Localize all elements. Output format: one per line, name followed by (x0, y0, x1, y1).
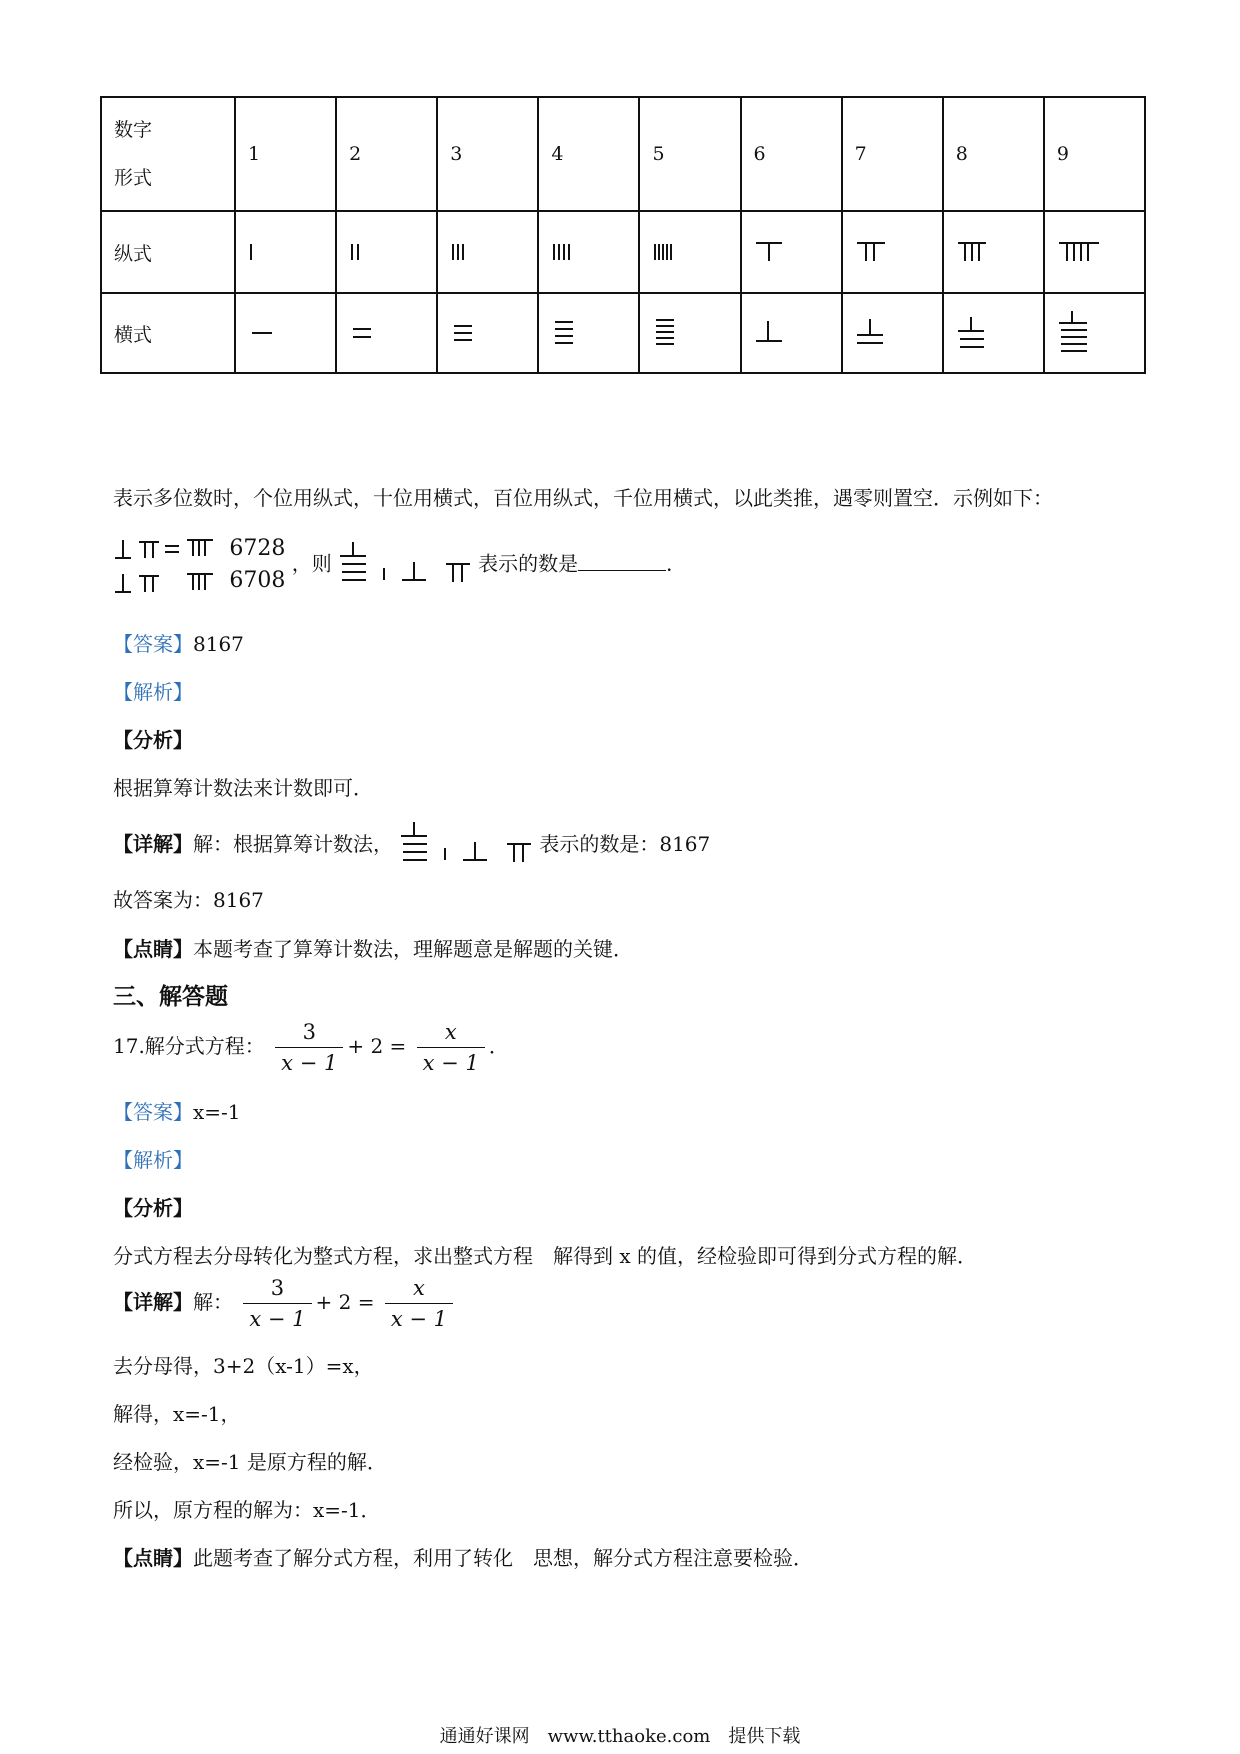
table-row-horizontal (101, 293, 1145, 373)
digit-cell: 8 (943, 97, 1044, 211)
fraction-denominator: x − 1 (390, 1307, 447, 1331)
page-footer: 通通好课网 www.tthaoke.com 提供下载 (439, 1726, 801, 1747)
q16-fenxi-text: 根据算筹计数法来计数即可． (113, 776, 373, 800)
vertical-rod-7-icon (842, 211, 943, 293)
example-rod-pair (113, 532, 221, 598)
q17-step3: 经检验，x=-1 是原方程的解． (113, 1450, 387, 1474)
question-suffix: 表示的数是 (478, 551, 579, 576)
example-then: 则 (311, 551, 332, 576)
example-line (113, 532, 686, 602)
q17-detail-line (113, 1276, 457, 1346)
answer-value: x=-1 (193, 1100, 241, 1124)
q16-answer-line (113, 628, 244, 657)
answer-tag: 【答案】 (113, 1100, 193, 1124)
detail-prefix: 解： (193, 1290, 233, 1314)
vertical-rod-8-icon (943, 211, 1044, 293)
vertical-rod-9-icon (1044, 211, 1145, 293)
fraction-numerator: x (385, 1276, 453, 1304)
q17-question-line (113, 1020, 509, 1090)
fraction-denominator: x − 1 (422, 1051, 479, 1075)
fraction-numerator: 3 (275, 1020, 343, 1048)
q17-comment-line (113, 1542, 813, 1571)
example-comma: ， (291, 551, 312, 576)
detail-rods-icon (399, 820, 539, 871)
question-end: ． (666, 551, 687, 576)
detail-suffix: 表示的数是：8167 (539, 832, 711, 856)
horizontal-rod-5-icon (639, 293, 740, 373)
fraction-numerator: x (417, 1020, 485, 1048)
q16-analysis-tag: 【解析】 (113, 680, 193, 704)
horizontal-rod-3-icon (437, 293, 538, 373)
q16-conclusion: 故答案为：8167 (113, 888, 264, 912)
example-numbers (229, 533, 285, 597)
section-title: 三、解答题 (113, 983, 228, 1010)
q17-end: ． (488, 1034, 509, 1058)
q17-fenxi-text: 分式方程去分母转化为整式方程，求出整式方程 解得到 x 的值，经检验即可得到分式方程的解． (113, 1244, 977, 1268)
vertical-rod-1-icon (235, 211, 336, 293)
q17-answer-line (113, 1096, 241, 1125)
vertical-rod-4-icon (538, 211, 639, 293)
answer-tag: 【答案】 (113, 632, 193, 656)
digit-cell: 7 (842, 97, 943, 211)
digit-cell: 2 (336, 97, 437, 211)
plus-two-equals: + 2 = (315, 1290, 375, 1314)
fraction-numerator: 3 (243, 1276, 311, 1304)
q17-fenxi-tag: 【分析】 (113, 1196, 193, 1220)
fraction-x-over-x-minus-1 (417, 1020, 485, 1075)
digit-cell: 5 (639, 97, 740, 211)
example-number-2: 6708 (229, 568, 286, 593)
fraction-x-over-x-minus-1 (385, 1276, 453, 1331)
fraction-denominator: x − 1 (249, 1307, 306, 1331)
q16-comment-line (113, 933, 633, 962)
vertical-rod-5-icon (639, 211, 740, 293)
digit-cell: 3 (437, 97, 538, 211)
vertical-rod-6-icon (741, 211, 842, 293)
header-label-cell (101, 97, 235, 211)
answer-value: 8167 (193, 632, 244, 656)
digit-cell: 6 (741, 97, 842, 211)
comment-text: 本题考查了算筹计数法，理解题意是解题的关键． (193, 937, 633, 961)
digit-cell: 4 (538, 97, 639, 211)
intro-text: 表示多位数时，个位用纵式，十位用横式，百位用纵式，千位用横式，以此类推，遇零则置空．示例如下： (113, 486, 1053, 510)
answer-blank (578, 550, 666, 571)
counting-rod-table (100, 96, 1146, 374)
horizontal-rod-1-icon (235, 293, 336, 373)
vertical-label: 纵式 (101, 211, 235, 293)
example-number-1: 6728 (229, 536, 286, 561)
detail-tag: 【详解】 (113, 1290, 193, 1314)
header-label-line1: 数字 (114, 119, 153, 141)
q17-step1: 去分母得，3+2（x-1）=x， (113, 1354, 374, 1378)
digit-cell: 1 (235, 97, 336, 211)
horizontal-rod-2-icon (336, 293, 437, 373)
fraction-3-over-x-minus-1 (275, 1020, 343, 1075)
horizontal-rod-6-icon (741, 293, 842, 373)
detail-prefix: 解：根据算筹计数法， (193, 832, 393, 856)
comment-tag: 【点睛】 (113, 937, 193, 961)
example-rods-icon (113, 532, 221, 598)
digit-cell: 9 (1044, 97, 1145, 211)
horizontal-label: 横式 (101, 293, 235, 373)
fraction-denominator: x − 1 (281, 1051, 338, 1075)
q16-detail-line (113, 820, 710, 860)
detail-tag: 【详解】 (113, 832, 193, 856)
q17-step2: 解得，x=-1， (113, 1402, 241, 1426)
horizontal-rod-4-icon (538, 293, 639, 373)
horizontal-rod-7-icon (842, 293, 943, 373)
vertical-rod-3-icon (437, 211, 538, 293)
table-row-vertical (101, 211, 1145, 293)
horizontal-rod-8-icon (943, 293, 1044, 373)
comment-tag: 【点睛】 (113, 1546, 193, 1570)
table-row-digits (101, 97, 1145, 211)
question-rods-icon (338, 540, 478, 591)
comment-text: 此题考查了解分式方程，利用了转化 思想，解分式方程注意要检验． (193, 1546, 813, 1570)
q17-prefix: 17.解分式方程： (113, 1034, 265, 1058)
q16-fenxi-tag: 【分析】 (113, 728, 193, 752)
q17-step4: 所以，原方程的解为：x=-1． (113, 1498, 381, 1522)
plus-two-equals: + 2 = (347, 1034, 407, 1058)
horizontal-rod-9-icon (1044, 293, 1145, 373)
fraction-3-over-x-minus-1 (243, 1276, 311, 1331)
q17-analysis-tag: 【解析】 (113, 1148, 193, 1172)
header-label-line2: 形式 (114, 167, 153, 189)
vertical-rod-2-icon (336, 211, 437, 293)
